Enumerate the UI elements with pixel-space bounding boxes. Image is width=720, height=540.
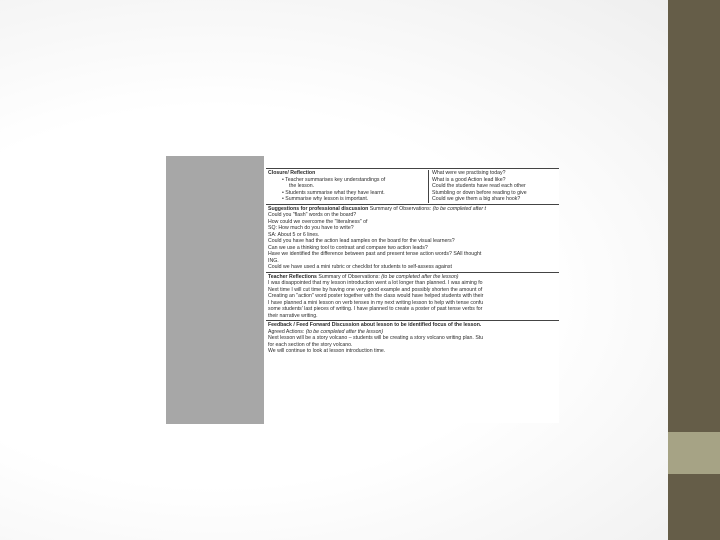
suggestion-line: SA: About 5 or 6 lines. <box>268 231 320 238</box>
closure-question: Could the students have read each other <box>432 183 526 189</box>
left-gray-panel <box>166 156 264 424</box>
teacher-reflections-heading-rest: Summary of Observations: <box>318 273 380 280</box>
suggestion-line: Have we identified the difference between past and present tense action words? SAll thought <box>268 251 482 257</box>
lesson-observation-document <box>266 168 559 423</box>
closure-bullet: • Students summarise what they have learnt. <box>282 189 385 196</box>
reflection-line: I was disappointed that my lesson introduction went a lot longer than planned. I was aiming fo <box>268 280 483 286</box>
agreed-action-line: Next lesson will be a story volcano – students will be creating a story volcano writing plan. Stu <box>268 335 484 341</box>
teacher-reflections-section <box>266 273 559 322</box>
teacher-reflections-heading-note: (to be completed after the lesson) <box>381 273 459 280</box>
closure-heading: Closure/ Reflection <box>268 170 316 176</box>
suggestion-line: How could we overcome the "literalness" of <box>268 218 368 225</box>
suggestion-line: Could we have used a mini rubric or checklist for students to self-assess against <box>268 264 452 270</box>
closure-left-column <box>268 170 429 203</box>
agreed-action-line: We will continue to look at lesson introduction time. <box>268 348 386 354</box>
suggestions-heading-bold: Suggestions for professional discussion <box>268 205 369 212</box>
agreed-actions-section <box>266 321 559 356</box>
agreed-actions-heading-label: Agreed Actions: <box>268 328 305 335</box>
reflection-line: Creating an "action" word poster together with the class would have helped students with their <box>268 293 484 299</box>
closure-bullet: • Summarise why lesson is important. <box>282 196 369 202</box>
reflection-line: some students' last pieces of writing. I have planned to create a poster of past tense verbs for <box>268 306 483 312</box>
agreed-actions-heading-note: (to be completed after the lesson) <box>305 328 384 335</box>
closure-question: Stumbling or down before reading to give <box>432 189 527 196</box>
closure-question: What were we practising today? <box>432 170 506 176</box>
right-decor-bar <box>668 0 720 432</box>
teacher-reflections-heading-bold: Teacher Reflections <box>268 273 317 280</box>
closure-section <box>266 168 559 205</box>
suggestion-line: Could you "flash" words on the board? <box>268 212 357 218</box>
feedback-cut-line: Feedback / Feed Forward Discussion about lesson to be identified focus of the lesson. <box>268 322 482 328</box>
suggestion-line: Could you have had the action lead samples on the board for the visual learners? <box>268 238 455 244</box>
suggestion-line: ING. <box>268 257 279 264</box>
reflection-line: their narrative writing. <box>268 312 318 319</box>
suggestion-line: Can we use a thinking tool to contrast and compare two action leads? <box>268 244 428 251</box>
suggestions-section <box>266 205 559 273</box>
suggestions-heading-rest: Summary of Observations: <box>369 205 432 212</box>
closure-right-column <box>429 170 557 203</box>
right-accent-bar <box>668 432 720 474</box>
reflection-line: Next time I will cut time by having one very good example and possibly shorten the amount of <box>268 286 483 293</box>
right-decor-bar-bottom <box>668 474 720 540</box>
closure-bullet-cont: the lesson. <box>289 183 315 189</box>
suggestions-heading-note: (to be completed after t <box>432 205 486 212</box>
suggestion-line: SQ: How much do you have to write? <box>268 225 354 231</box>
reflection-line: I have planned a mini lesson on verb tenses in my next writing lesson to help with tense confu <box>268 299 484 306</box>
closure-bullet: • Teacher summarises key understandings of <box>282 176 386 183</box>
closure-question: What is a good Action lead like? <box>432 176 506 183</box>
agreed-action-line: for each section of the story volcano. <box>268 341 353 348</box>
closure-question: Could we give them a big share hook? <box>432 196 521 202</box>
